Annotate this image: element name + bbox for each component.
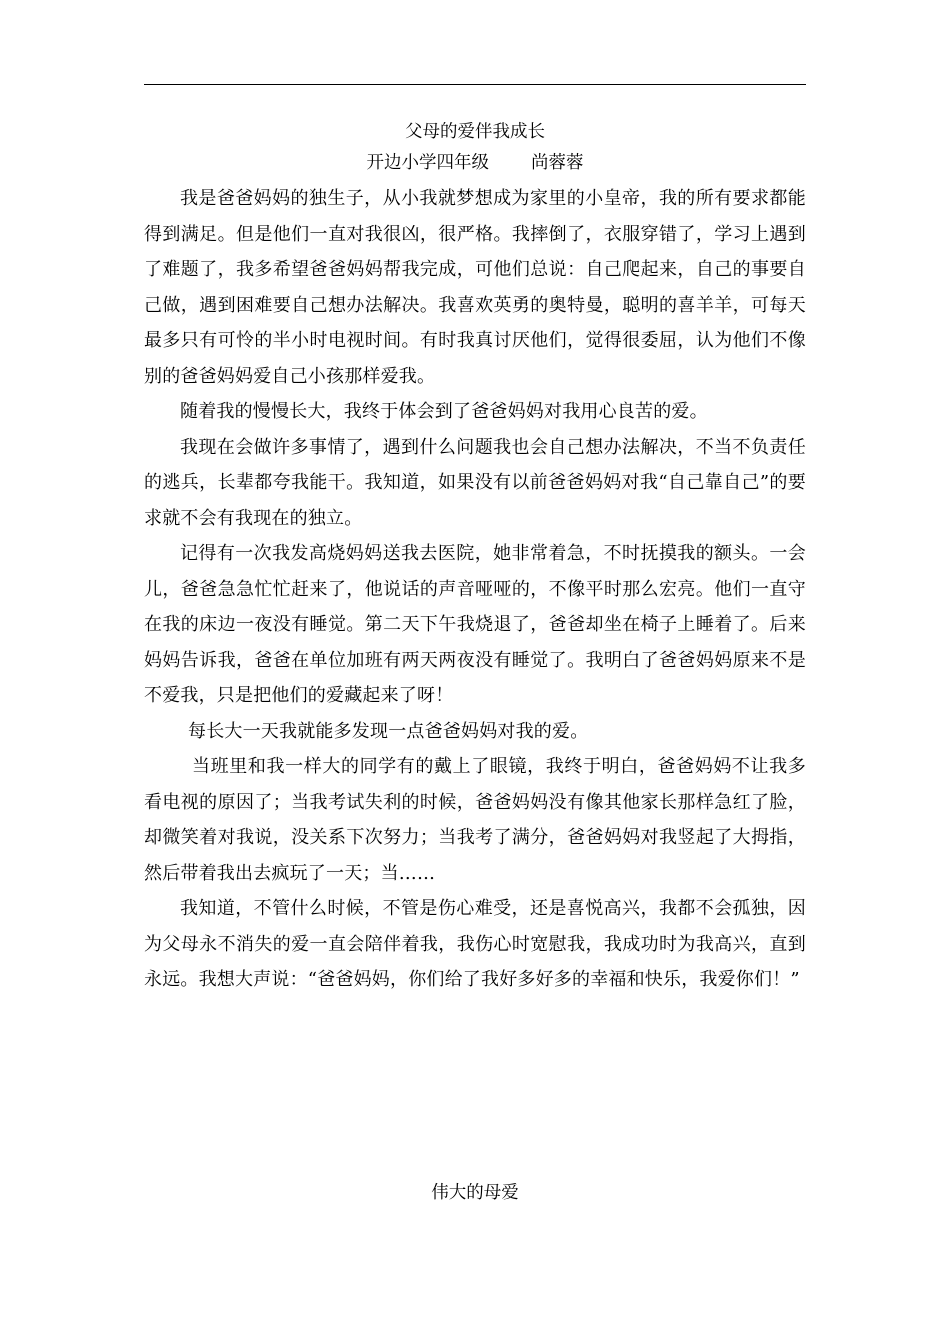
next-article-title: 伟大的母爱 <box>431 1183 519 1203</box>
article-byline <box>144 148 806 179</box>
paragraph-6: 当班里和我一样大的同学有的戴上了眼镜，我终于明白，爸爸妈妈不让我多看电视的原因了；当我考试失利的时候，爸爸妈妈没有像其他家长那样急红了脸，却微笑着对我说，没关系下次努力；当我考了满分，爸爸妈妈对我竖起了大拇指，然后带着我出去疯玩了一天；当…… <box>144 756 806 884</box>
school-grade: 开边小学四年级 <box>366 153 489 173</box>
author-name: 尚蓉蓉 <box>531 153 584 173</box>
paragraph-3: 我现在会做许多事情了，遇到什么问题我也会自己想办法解决，不当不负责任的逃兵，长辈都夸我能干。我知道，如果没有以前爸爸妈妈对我“自己靠自己”的要求就不会有我现在的独立。 <box>144 436 806 529</box>
paragraph-5: 每长大一天我就能多发现一点爸爸妈妈对我的爱。 <box>188 720 589 742</box>
paragraph-4: 记得有一次我发高烧妈妈送我去医院，她非常着急，不时抚摸我的额头。一会儿，爸爸急急忙忙赶来了，他说话的声音哑哑的，不像平时那么宏亮。他们一直守在我的床边一夜没有睡觉。第二天下午我烧退了，爸爸却坐在椅子上睡着了。后来妈妈告诉我，爸爸在单位加班有两天两夜没有睡觉了。我明白了爸爸妈妈原来不是不爱我，只是把他们的爱藏起来了呀！ <box>144 543 806 706</box>
article-title: 父母的爱伴我成长 <box>405 122 545 142</box>
article <box>144 117 806 998</box>
paragraph-1: 我是爸爸妈妈的独生子，从小我就梦想成为家里的小皇帝，我的所有要求都能得到满足。但是他们一直对我很凶，很严格。我摔倒了，衣服穿错了，学习上遇到了难题了，我多希望爸爸妈妈帮我完成，可他们总说：自己爬起来，自己的事要自己做，遇到困难要自己想办法解决。我喜欢英勇的奥特曼，聪明的喜羊羊，可每天最多只有可怜的半小时电视时间。有时我真讨厌他们，觉得很委屈，认为他们不像别的爸爸妈妈爱自己小孩那样爱我。 <box>144 188 806 387</box>
header-rule <box>144 84 806 85</box>
paragraph-7: 我知道，不管什么时候，不管是伤心难受，还是喜悦高兴，我都不会孤独，因为父母永不消失的爱一直会陪伴着我，我伤心时宽慰我，我成功时为我高兴，直到永远。我想大声说：“爸爸妈妈，你们给了我好多好多的幸福和快乐，我爱你们！” <box>144 898 806 990</box>
paragraph-2: 随着我的慢慢长大，我终于体会到了爸爸妈妈对我用心良苦的爱。 <box>180 401 708 422</box>
